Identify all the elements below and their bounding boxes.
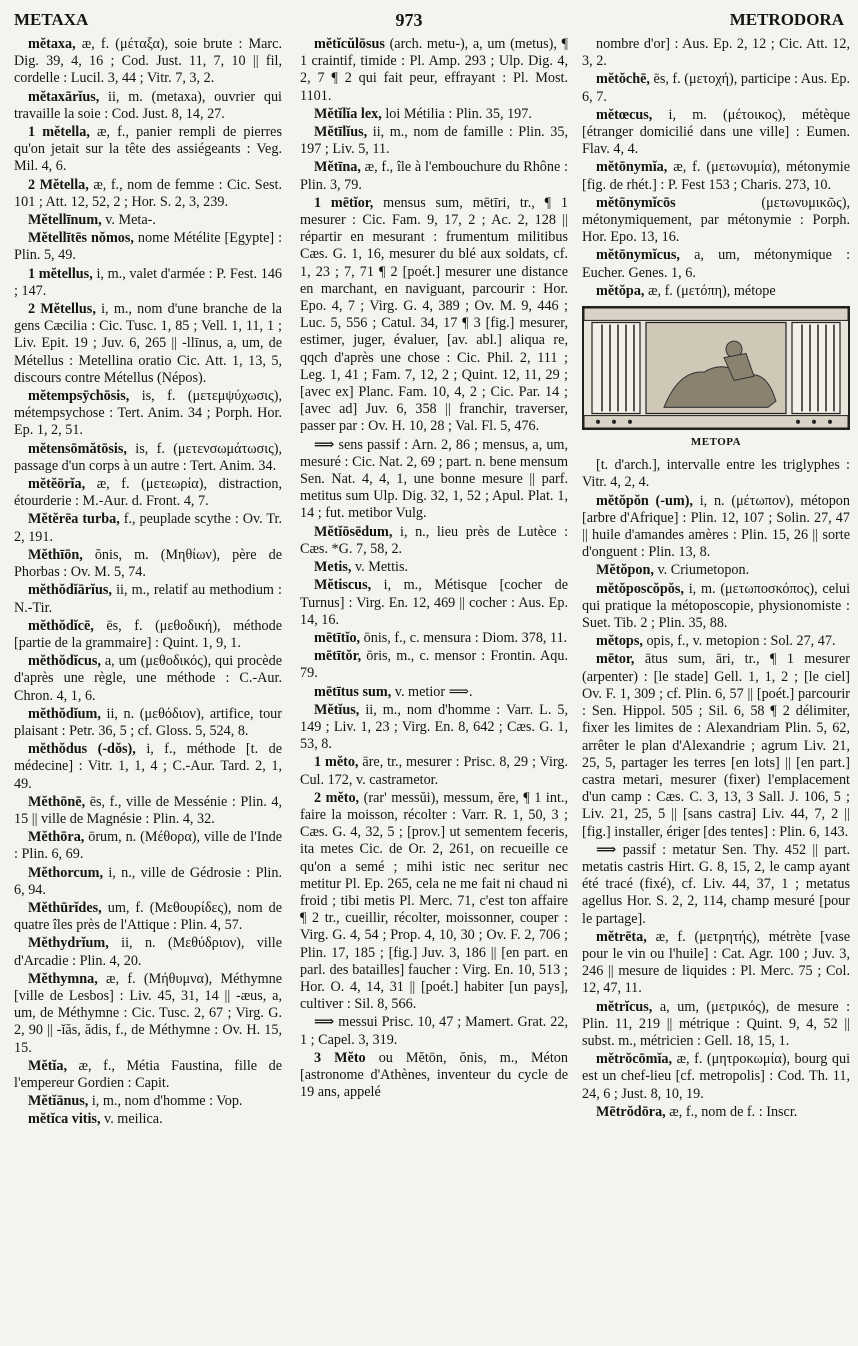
page-number: 973 — [395, 9, 423, 30]
entry-headword: Mētrŏdōra, — [596, 1103, 666, 1120]
dictionary-entry — [582, 651, 850, 840]
dictionary-entry — [300, 437, 568, 523]
dictionary-entry — [14, 971, 282, 1057]
dictionary-entry — [14, 511, 282, 545]
entry-definition: nombre d'or] : Aus. Ep. 2, 12 ; Cic. Att. 12, 3, 2. — [582, 36, 850, 70]
entry-headword: 1 mĕtella, — [28, 124, 90, 141]
entry-definition: æ, f. (μετόπη), métope — [648, 282, 776, 299]
entry-definition: loi Métilia : Plin. 35, 197. — [385, 105, 532, 122]
dictionary-entry — [300, 524, 568, 558]
dictionary-entry — [582, 1104, 850, 1121]
entry-definition: i, f., méthode [t. de médecine] : Vitr. 1, 1, 4 ; C.-Aur. Tard. 2, 1, 49. — [14, 741, 283, 792]
header-right-guideword: METRODORA — [729, 10, 844, 29]
entry-definition: ōnis, f., c. mensura : Diom. 378, 11. — [363, 629, 568, 646]
dictionary-entry — [300, 702, 568, 754]
dictionary-entry — [582, 195, 850, 247]
dictionary-entry — [14, 653, 282, 705]
entry-headword: Mĕthydrĭum, — [28, 935, 109, 952]
entry-headword: Metis, — [314, 559, 352, 576]
figure-caption: METOPA — [690, 436, 742, 449]
entry-headword: Mĕthōnē, — [28, 793, 86, 810]
entry-headword: mĕthŏdus (-dŏs), — [28, 741, 136, 758]
entry-definition: a, um, métonymique : Eucher. Genes. 1, 6. — [582, 247, 851, 281]
dictionary-entry — [300, 648, 568, 682]
entry-definition: æ, f. (μέταξα), soie brute : Marc. Dig. 39, 4, 16 ; Cod. Just. 11, 7, 10 || fil, cordelle : Lucil. 3, 44 ; Vitr. 7, 3, 2. — [14, 36, 283, 87]
entry-definition: v. Meta-. — [105, 212, 156, 229]
dictionary-entry — [300, 195, 568, 436]
entry-definition: æ, f. (μετεωρία), distraction, étourderie : M.-Aur. d. Front. 4, 7. — [14, 476, 283, 510]
column-3 — [582, 36, 850, 1122]
entry-definition: i, m. (μετωποσκόπος), celui qui pratique la métoposcopie, physionomiste : Suet. Tib. 2 ; Plin. 35, 88. — [582, 580, 851, 632]
entry-definition: ii, m., relatif au methodium : N.-Tir. — [14, 582, 282, 616]
entry-headword: mĕthŏdĭārĭus, — [28, 582, 112, 599]
entry-headword: ⟹ — [596, 841, 617, 858]
dictionary-entry — [14, 935, 282, 969]
metopa-illustration — [582, 306, 850, 430]
dictionary-entry — [582, 493, 850, 562]
entry-definition: æ, f., île à l'embouchure du Rhône : Plin. 3, 79. — [300, 159, 568, 193]
entry-definition: æ, f., panier rempli de pierres qu'on jetait sur la tête des assiégeants : Veg. Mil. 4, 6. — [14, 124, 282, 175]
entry-headword: mĕtĭcŭlōsus — [314, 36, 385, 52]
entry-definition: æ, f. (Μήθυμνα), Méthymne [ville de Lesbos] : Liv. 45, 31, 14 || -æus, a, um, de Méthymne : Cic. Tusc. 2, 67 ; Virg. G. 2, 90 || -ĭăs, ădis, f., de Méthymne : Ov. H. 15, 15. — [14, 970, 282, 1056]
entry-headword: Mĕthymna, — [28, 970, 98, 987]
entry-definition: a, um, (μετρικός), de mesure : Plin. 11, 219 || métrique : Quint. 9, 4, 52 || subst. m., métricien : Gell. 18, 15, 1. — [582, 998, 851, 1049]
entry-definition: is, f. (μετενσωμάτωσις), passage d'un corps à un autre : Tert. Anim. 34. — [14, 440, 282, 474]
entry-definition: sens passif : Arn. 2, 86 ; mensus, a, um, mesuré : Cic. Nat. 2, 69 ; part. n. bene mensum Sen. Nat. 4, 4, 1, une bonne mesure || parf. metitus sum Ulp. Dig. 32, 1, 52 ; Apul. Plat. 1, 14 ; fut. metibor Vulg. — [300, 436, 569, 522]
entry-definition: i, n., lieu près de Lutèce : Cæs. *G. 7, 58, 2. — [300, 523, 569, 557]
dictionary-entry — [582, 71, 850, 105]
entry-definition: (arch. metu-), a, um (metus), ¶ 1 craintif, timide : Pl. Amp. 293 ; Ulp. Dig. 4, 2, 7 ¶ 2 qui fait peur, effrayant : Pl. Most. 1101. — [300, 36, 568, 104]
dictionary-entry — [300, 124, 568, 158]
entry-headword: mĕtĭca vitis, — [28, 1111, 101, 1128]
entry-definition: messui Prisc. 10, 47 ; Mamert. Grat. 22, 1 ; Capel. 3, 319. — [300, 1014, 568, 1048]
dictionary-entry — [14, 794, 282, 828]
entry-headword: mĕtaxārĭus, — [28, 88, 100, 105]
dictionary-entry — [582, 842, 850, 928]
entry-headword: mĕtops, — [596, 633, 643, 650]
entry-headword: 2 mĕto, — [314, 789, 360, 806]
dictionary-entry — [14, 865, 282, 899]
dictionary-entry — [14, 618, 282, 652]
entry-definition: ŏnis, m. (Μηθίων), père de Phorbas : Ov. M. 5, 74. — [14, 546, 282, 581]
entry-definition: v. Criumetopon. — [657, 562, 750, 579]
dictionary-entry — [14, 476, 282, 510]
dictionary-entry — [14, 124, 282, 176]
dictionary-entry — [582, 107, 850, 159]
entry-headword: mĕtrŏcōmĭa, — [596, 1051, 673, 1068]
entry-definition: æ, f. (μετωνυμία), métonymie [fig. de rhét.] : P. Fest 153 ; Charis. 273, 10. — [582, 159, 850, 193]
entry-headword: mĕthŏdĭcē, — [28, 617, 94, 634]
entry-definition: opis, f., v. metopion : Sol. 27, 47. — [646, 633, 836, 650]
entry-definition: i, m., nom d'homme : Vop. — [91, 1093, 243, 1110]
dictionary-entry — [14, 441, 282, 475]
entry-headword: Mĕtīna, — [314, 159, 361, 176]
entry-headword: Mĕthōra, — [28, 829, 85, 846]
entry-headword: Mĕtīlĭus, — [314, 124, 368, 141]
entry-headword: mĕthŏdĭum, — [28, 705, 101, 722]
entry-definition: æ, f., nom de femme : Cic. Sest. 101 ; Att. 12, 52, 2 ; Hor. S. 2, 3, 239. — [14, 176, 282, 210]
entry-headword: 1 mĕtellus, — [28, 265, 93, 282]
dictionary-entry — [14, 266, 282, 300]
dictionary-entry — [14, 706, 282, 740]
entry-definition: nome Métélite [Egypte] : Plin. 5, 49. — [14, 230, 283, 264]
dictionary-entry — [300, 559, 568, 576]
dictionary-entry — [300, 790, 568, 1014]
entry-headword: Mĕthūrĭdes, — [28, 899, 102, 916]
entry-definition: v. Mettis. — [354, 559, 409, 576]
dictionary-entry — [14, 582, 282, 616]
entry-definition: v. metior ⟹. — [394, 683, 473, 700]
entry-headword: Mĕtĭlĭa lex, — [314, 105, 382, 122]
entry-headword: ⟹ — [314, 1014, 335, 1031]
entry-definition: mensus sum, mētīri, tr., ¶ 1 mesurer : Cic. Fam. 9, 17, 2 ; Ac. 2, 128 || répartir en mesurant : frumentum militibus Cæs. G. 1, 16, mesurer du blé aux soldats, cf. 1, 23 ; 7, 71 ¶ 2 [poét.] mesurer une distance en marchant, en naviguant, parcourir : Hor. Epo. 4, 7 ; Virg. G. 4, 389 ; Ov. M. 9, 446 ; Luc. 5, 556 ; Catul. 34, 17 ¶ 3 [fig.] mesurer, estimer, juger, évaluer, [av. abl.] aliqua re, qqch d'après une chose : Cic. Phil. 2, 111 ; Leg. 1, 41 ; Fam. 7, 12, 2 ; Quint. 12, 11, 29 ; [avec ex] Planc. Fam. 10, 4, 2 ; Cic. Par. 14 ; [avec ad] Juv. 6, 358 || franchir, traverser, passer par : Ov. H. 10, 28 ; Val. Fl. 5, 476. — [300, 194, 568, 435]
entry-definition: (μετωνυμικῶς), métonymiquement, par métonymie : Porph. Hor. Epo. 13, 16. — [582, 194, 850, 246]
entry-headword: mĕtempsȳchōsis, — [28, 388, 130, 405]
dictionary-entry — [582, 36, 850, 70]
entry-headword: mētor, — [596, 651, 635, 668]
dictionary-entry — [14, 388, 282, 440]
entry-definition: (rar' messŭi), messum, ĕre, ¶ 1 int., faire la moisson, récolter : Varr. R. 1, 50, 3 ; Cæs. G. 4, 32, 5 ; [prov.] ut sementem feceris, ita metes Cic. de Or. 2, 261, on recueille ce qu'on a semé ; mihi istic nec seritur nec metitur Pl. Ep. 265, cela ne me fait ni chaud ni froid ; tibi metis Pl. Merc. 71, c'est ton affaire ¶ 2 tr., cueillir, récolter, moissonner, couper : Virg. G. 4, 54 ; Prop. 4, 10, 30 ; Ov. F. 2, 706 ; Plin. 17, 185 ; [fig.] Juv. 3, 186 || [en part. en parl. des batailles] faucher : Virg. En. 10, 513 ; Hor. O. 4, 14, 31 || [poét.] habiter [un pays], cultiver : Sil. 8, 566. — [300, 789, 569, 1013]
dictionary-entry — [300, 1050, 568, 1102]
entry-definition: passif : metatur Sen. Thy. 452 || part. metatis castris Hirt. G. 8, 15, 2, le camp ayant été tracé (fixé), cf. Liv. 44, 37, 1 ; metatus agellus Hor. S. 2, 2, 114, champ mesuré [pour le partage]. — [582, 841, 851, 927]
entry-definition: a, um (μεθοδικός), qui procède d'après une règle, une méthode : C.-Aur. Chron. 4, 1, 6. — [14, 653, 282, 704]
entry-definition: ōris, m., c. mensor : Frontin. Aqu. 79. — [300, 648, 568, 682]
entry-headword: mĕtōnymĭcōs — [596, 194, 676, 211]
dictionary-entry — [14, 741, 282, 793]
dictionary-entry — [300, 630, 568, 647]
entry-definition: i, n. (μέτωπον), métopon [arbre d'Afrique] : Plin. 12, 107 ; Solin. 27, 47 || huile d'amandes amères : Plin. 15, 26 || sorte d'onguent : Plin. 13, 8. — [582, 492, 850, 561]
entry-headword: mētītĭo, — [314, 629, 361, 646]
dictionary-entry — [582, 929, 850, 998]
dictionary-entry — [300, 106, 568, 123]
dictionary-entry — [300, 159, 568, 193]
dictionary-entry — [300, 684, 568, 701]
entry-headword: 2 Mĕtellus, — [28, 301, 96, 318]
dictionary-entry — [14, 547, 282, 581]
entry-headword: 2 Mĕtella, — [28, 176, 89, 193]
entry-definition: [t. d'arch.], intervalle entre les triglyphes : Vitr. 4, 2, 4. — [582, 457, 850, 491]
entry-headword: mĕtŏposcŏpŏs, — [596, 580, 684, 597]
entry-headword: mĕtrĭcus, — [596, 998, 653, 1015]
header-left-guideword: METAXA — [14, 10, 89, 29]
dictionary-entry — [14, 177, 282, 211]
dictionary-entry — [14, 36, 282, 88]
entry-headword: Mĕtiscus, — [314, 577, 372, 594]
entry-headword: Mĕthorcum, — [28, 864, 103, 881]
entry-definition: ii, m., nom de famille : Plin. 35, 197 ; Liv. 5, 11. — [300, 124, 568, 158]
entry-headword: Mĕtĭus, — [314, 701, 360, 718]
entry-headword: Mĕtŏpon, — [596, 562, 654, 579]
dictionary-entry — [14, 829, 282, 863]
entry-definition: æ, f. (μετρητής), métrète [vase pour le vin ou l'huile] : Cat. Agr. 100 ; Juv. 3, 246 || mesure de liquides : Pl. Merc. 75 ; Col. 12, 47, 11. — [582, 928, 851, 997]
entry-headword: 1 mĕto, — [314, 754, 359, 771]
dictionary-entry — [14, 230, 282, 264]
dictionary-entry — [14, 1111, 282, 1128]
entry-headword: mētītŏr, — [314, 648, 362, 665]
column-1 — [14, 36, 282, 1130]
entry-headword: mĕtrēta, — [596, 928, 647, 945]
entry-definition: ātus sum, āri, tr., ¶ 1 mesurer (arpenter) : [le stade] Gell. 1, 1, 2 ; [le ciel] Ov. F. 1, 309 ; cf. Plin. 6, 57 || [poét.] parcourir : Sen. Hippol. 505 ; Sil. 6, 58 ¶ 2 délimiter, fixer les limites de : Alexandriam Plin. 5, 62, arrêter le plan d'Alexandrie ; agrum Liv. 21, 25, 5, partager les terres [en lots] || [en part.] castra metari, mesurer (fixer) l'emplacement d'un camp : Cæs. C. 3, 13, 3 Sall. J. 106, 5 ; Liv. 21, 25, 5 || [sans castra] Liv. 44, 7, 2 || [fig.] installer, ériger [des tentes] : Plin. 6, 143. — [582, 651, 851, 840]
column-2 — [300, 36, 568, 1102]
dictionary-entry — [14, 900, 282, 934]
entry-headword: mĕthŏdĭcus, — [28, 653, 101, 670]
entry-headword: mĕtŏchē, — [596, 71, 650, 88]
entry-headword: Mĕtĭa, — [28, 1057, 67, 1074]
dictionary-entry — [300, 36, 568, 105]
entry-headword: mĕtŏpa, — [596, 282, 645, 299]
entry-definition: ii, m., nom d'homme : Varr. L. 5, 149 ; Liv. 1, 23 ; Virg. En. 8, 642 ; Cæs. G. 1, 53, 8. — [300, 701, 568, 753]
dictionary-entry — [300, 1014, 568, 1048]
entry-definition: ii, n. (μεθόδιον), artifice, tour plaisant : Petr. 36, 5 ; cf. Gloss. 5, 524, 8. — [14, 705, 282, 739]
entry-definition: ēs, f., ville de Messénie : Plin. 4, 15 || ville de Magnésie : Plin. 4, 32. — [14, 793, 282, 827]
entry-definition: æ, f., Métia Faustina, fille de l'empereur Gordien : Capit. — [14, 1057, 282, 1091]
entry-definition: i, m., Métisque [cocher de Turnus] : Virg. En. 12, 469 || cocher : Aus. Ep. 14, 16. — [300, 577, 569, 628]
entry-definition: i, m. (μέτοικος), métèque [étranger domicilié dans une ville] : Eumen. Flav. 4, 4. — [582, 106, 850, 158]
dictionary-entry — [582, 562, 850, 579]
entry-headword: Mĕtĭānus, — [28, 1093, 89, 1110]
entry-definition: ii, m. (metaxa), ouvrier qui travaille la soie : Cod. Just. 8, 14, 27. — [14, 88, 282, 122]
column-3-top-entries — [582, 36, 850, 300]
entry-headword: mĕtŏpŏn (-um), — [596, 492, 693, 509]
entry-definition: ēs, f. (μεθοδική), méthode [partie de la grammaire] : Quint. 1, 9, 1. — [14, 617, 282, 651]
dictionary-entry — [300, 577, 568, 629]
entry-headword: Mĕtĭōsēdum, — [314, 523, 393, 540]
dictionary-entry — [582, 1051, 850, 1103]
entry-headword: mĕtensōmătōsis, — [28, 440, 127, 457]
dictionary-entry — [14, 89, 282, 123]
entry-definition: i, n., ville de Gédrosie : Plin. 6, 94. — [14, 864, 283, 898]
entry-definition: ou Mĕtōn, ŏnis, m., Méton [astronome d'Athènes, inventeur du cycle de 19 ans, appelé — [300, 1049, 568, 1101]
entry-definition: ēs, f. (μετοχή), participe : Aus. Ep. 6, 7. — [582, 71, 851, 105]
entry-definition: æ, f. (μητροκωμία), bourg qui est un chef-lieu [cf. metropolis] : Cod. Th. 11, 24, 6 ; Just. 8, 10, 19. — [582, 1051, 851, 1102]
entry-headword: mĕtœcus, — [596, 106, 653, 123]
entry-headword: mĕtōnymĭa, — [596, 159, 668, 176]
dictionary-entry — [14, 1093, 282, 1110]
entry-definition: v. meilica. — [104, 1111, 163, 1128]
entry-definition: um, f. (Μεθουρίδες), nom de quatre îles près de l'Attique : Plin. 4, 57. — [14, 899, 283, 934]
entry-definition: i, m., nom d'une branche de la gens Cæcilia : Cic. Tusc. 1, 85 ; Vell. 1, 11, 1 ; Liv. Epit. 19 ; Juv. 6, 265 || -llīnus, a, um, de Métellus : Metellina oratio Cic. Att. 1, 13, 5, discours contre Métellus (Népos). — [14, 301, 282, 386]
dictionary-entry — [582, 283, 850, 300]
entry-headword: mētītus sum, — [314, 683, 392, 700]
dictionary-entry — [14, 301, 282, 387]
dictionary-entry — [582, 999, 850, 1051]
dictionary-entry — [300, 754, 568, 788]
entry-definition: æ, f., nom de f. : Inscr. — [669, 1103, 798, 1120]
entry-headword: Mĕtellītēs nŏmos, — [28, 230, 134, 247]
entry-definition: i, m., valet d'armée : P. Fest. 146 ; 147. — [14, 265, 283, 299]
entry-headword: 1 mētĭor, — [314, 194, 374, 211]
entry-definition: f., peuplade scythe : Ov. Tr. 2, 191. — [14, 511, 283, 545]
entry-definition: ōrum, n. (Μέθορα), ville de l'Inde : Plin. 6, 69. — [14, 829, 283, 863]
dictionary-entry — [582, 159, 850, 193]
entry-headword: 3 Mĕto — [314, 1049, 366, 1066]
dictionary-entry — [14, 212, 282, 229]
dictionary-entry — [582, 581, 850, 633]
entry-definition: is, f. (μετεμψύχωσις), métempsychose : Tert. Anim. 34 ; Porph. Hor. Ep. 1, 2, 51. — [14, 388, 283, 439]
entry-definition: ii, n. (Μεθύδριον), ville d'Arcadie : Plin. 4, 20. — [14, 935, 282, 969]
dictionary-entry — [582, 247, 850, 281]
entry-headword: ⟹ — [314, 436, 335, 453]
entry-headword: Mĕtĕrēa turba, — [28, 511, 120, 528]
entry-headword: Mĕtellīnum, — [28, 212, 102, 229]
running-header — [14, 6, 844, 34]
entry-definition: āre, tr., mesurer : Prisc. 8, 29 ; Virg. Cul. 172, v. castrametor. — [300, 754, 568, 788]
entry-headword: mĕtōnymĭcus, — [596, 247, 680, 264]
column-3-bottom-entries — [582, 457, 850, 1121]
dictionary-entry — [582, 633, 850, 650]
entry-headword: mĕtĕōrĭa, — [28, 476, 86, 493]
entry-headword: mĕtaxa, — [28, 36, 76, 52]
dictionary-entry — [582, 457, 850, 491]
dictionary-entry — [14, 1058, 282, 1092]
entry-headword: Mĕthīōn, — [28, 546, 83, 563]
